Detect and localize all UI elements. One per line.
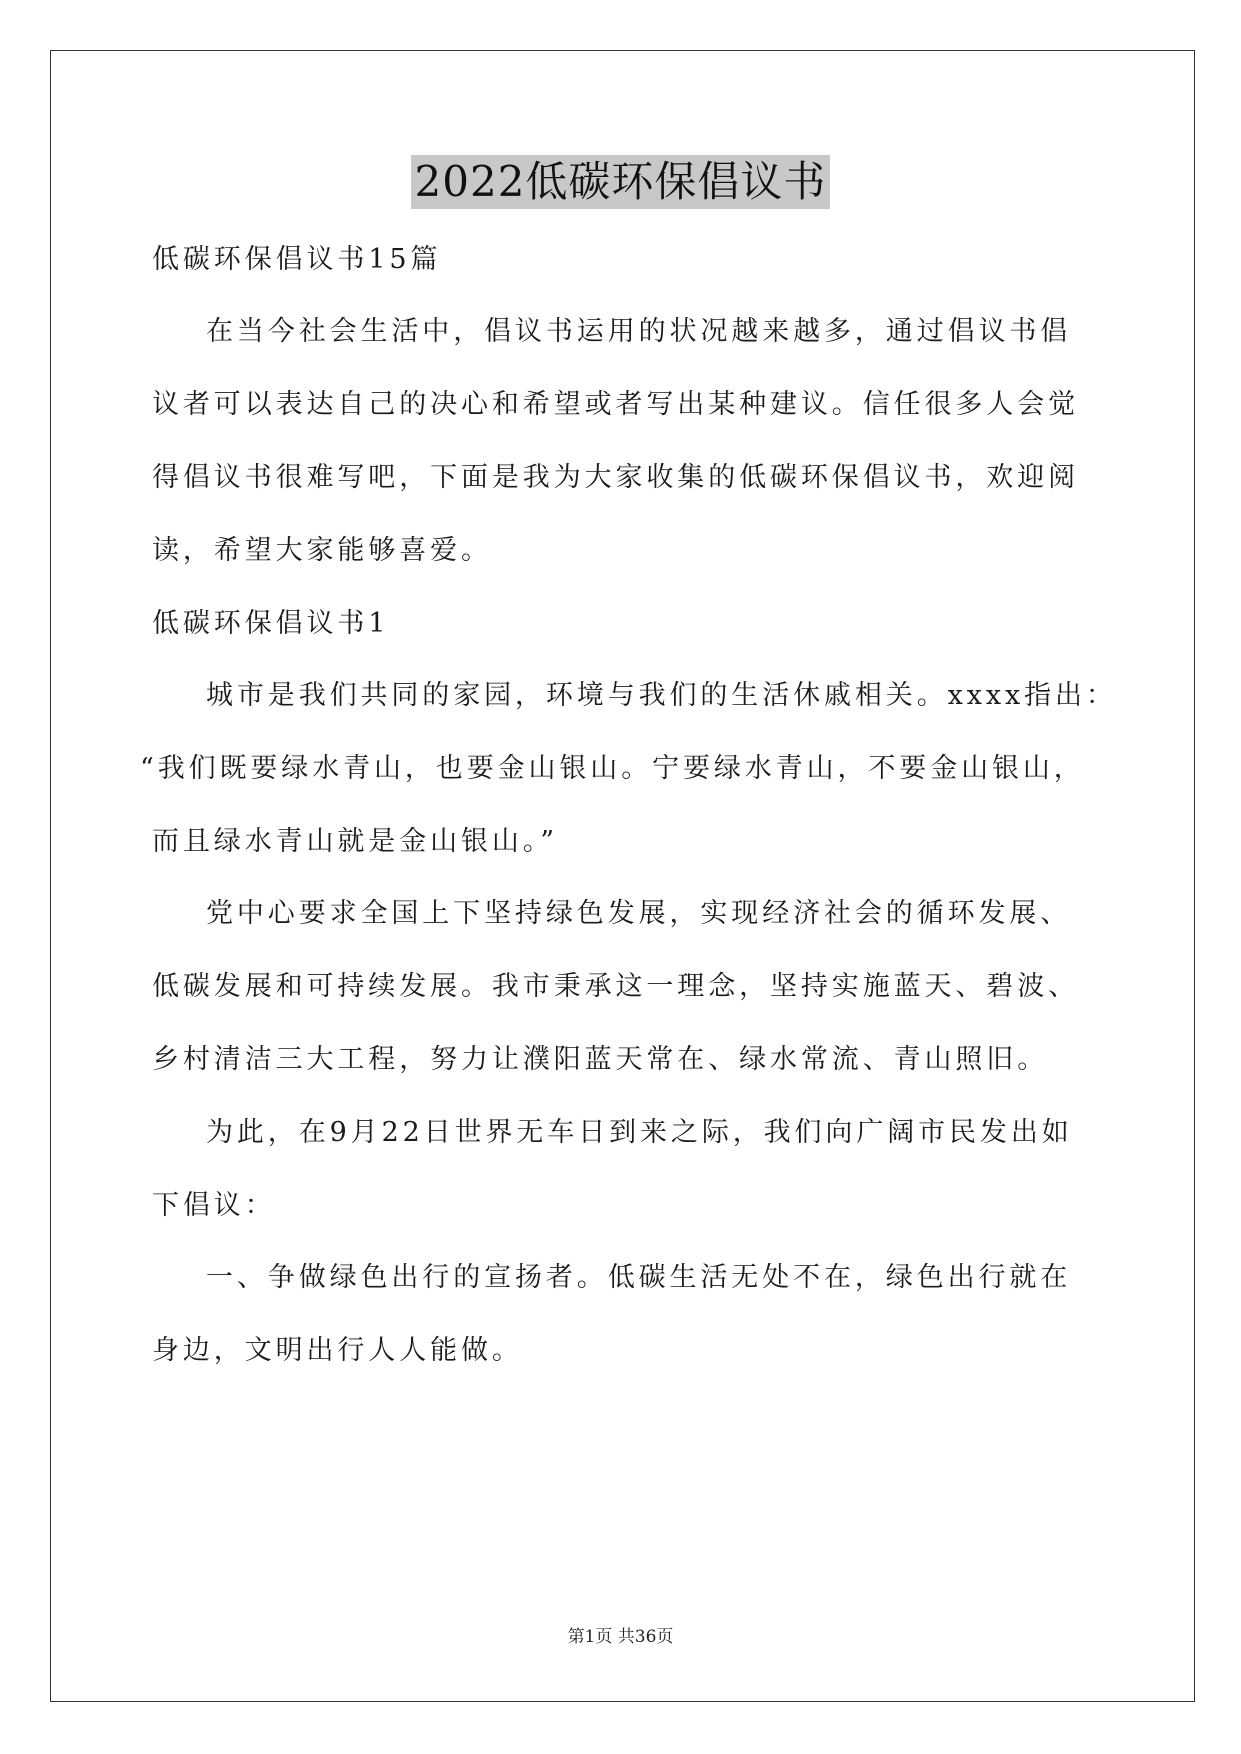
paragraph-line: 城市是我们共同的家园，环境与我们的生活休戚相关。xxxx指出： [206,680,1117,711]
subtitle-line: 低碳环保倡议书15篇 [152,244,442,275]
paragraph-line: 而且绿水青山就是金山银山。” [152,826,558,857]
paragraph-line: 得倡议书很难写吧，下面是我为大家收集的低碳环保倡议书，欢迎阅 [152,462,1079,493]
paragraph-line: 下倡议： [152,1190,276,1221]
paragraph-line: 身边，文明出行人人能做。 [152,1335,523,1366]
section-heading: 低碳环保倡议书1 [152,608,390,639]
page-number-footer: 第1页 共36页 [567,1627,674,1647]
paragraph-line: 党中心要求全国上下坚持绿色发展，实现经济社会的循环发展、 [206,898,1072,929]
document-title: 2022低碳环保倡议书 [411,155,831,209]
paragraph-line: 一、争做绿色出行的宣扬者。低碳生活无处不在，绿色出行就在 [206,1262,1072,1293]
paragraph-line: 低碳发展和可持续发展。我市秉承这一理念，坚持实施蓝天、碧波、 [152,971,1079,1002]
title-container [0,155,1241,209]
paragraph-line: 乡村清洁三大工程，努力让濮阳蓝天常在、绿水常流、青山照旧。 [152,1044,1049,1075]
page-border [50,50,1195,1702]
paragraph-line: “我们既要绿水青山，也要金山银山。宁要绿水青山，不要金山银山， [140,753,1085,784]
paragraph-line: 议者可以表达自己的决心和希望或者写出某种建议。信任很多人会觉 [152,389,1079,420]
paragraph-line: 为此，在9月22日世界无车日到来之际，我们向广阔市民发出如 [206,1117,1073,1148]
paragraph-line: 读，希望大家能够喜爱。 [152,535,492,566]
paragraph-line: 在当今社会生活中，倡议书运用的状况越来越多，通过倡议书倡 [206,316,1072,347]
